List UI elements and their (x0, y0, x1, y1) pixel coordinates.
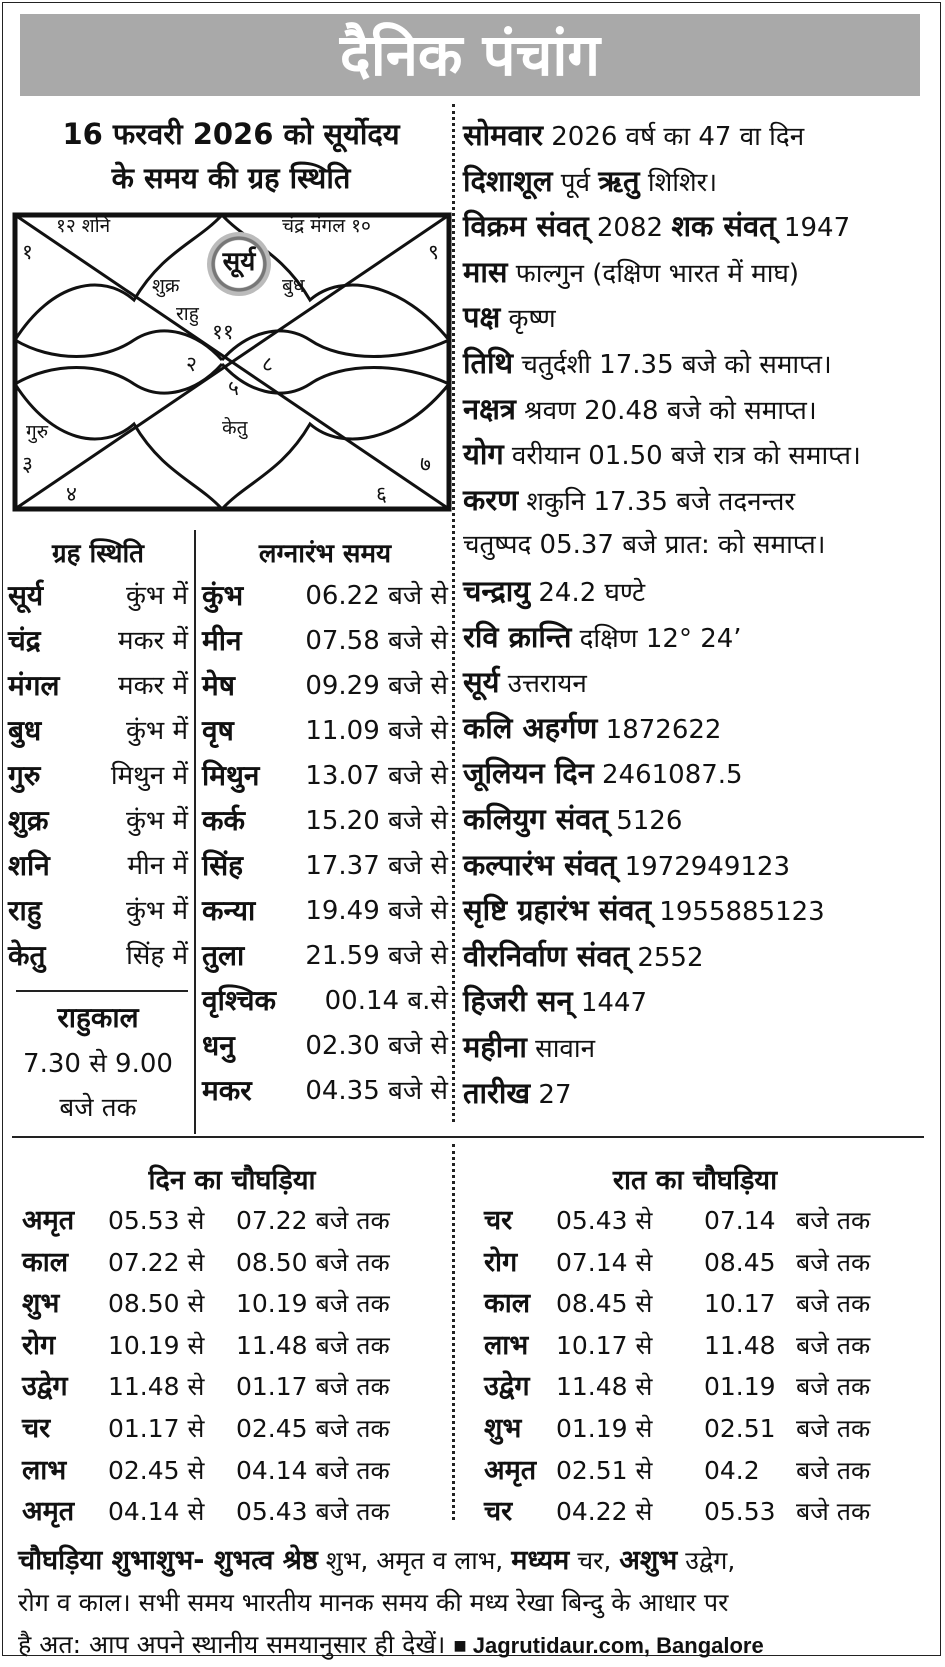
detail-t1: 27 (530, 1079, 572, 1110)
graha-sign: कुंभ में (125, 581, 188, 611)
kundli-label-h7: ७ (420, 452, 431, 476)
detail-b1: कलियुग संवत् (463, 802, 608, 836)
kundli-label-h2: २ (186, 352, 197, 376)
night-choghadiya-row (484, 1242, 924, 1283)
detail-t1: उत्तरायन (499, 669, 587, 700)
detail-b1: योग (463, 437, 504, 472)
graha-planet: केतु (8, 939, 46, 972)
detail-row (463, 568, 935, 616)
detail-t2: शिशिर। (639, 167, 718, 198)
graha-sign: कुंभ में (125, 716, 188, 746)
choghadiya-from: 04.14 से (108, 1497, 205, 1527)
choghadiya-tail: बजे तक (796, 1372, 871, 1402)
lagna-row (202, 1024, 448, 1068)
choghadiya-to: 10.19 बजे तक (236, 1289, 390, 1319)
detail-b1: कल्पारंभ संवत् (463, 847, 617, 882)
graha-row (8, 934, 188, 978)
lagna-sign: कुंभ (202, 579, 244, 612)
choghadiya-to: 07.14 (704, 1206, 776, 1235)
lagna-row (202, 574, 448, 618)
detail-b1: नक्षत्र (463, 391, 516, 426)
detail-b1: रवि क्रान्ति (463, 619, 572, 654)
choghadiya-from: 05.53 से (108, 1206, 205, 1235)
day-choghadiya-row (22, 1242, 442, 1283)
kundli-label-h8: ८ (262, 352, 273, 376)
night-choghadiya-row (484, 1200, 924, 1241)
day-choghadiya-row (22, 1408, 442, 1449)
graha-row (8, 574, 188, 618)
choghadiya-to: 08.50 बजे तक (236, 1247, 390, 1277)
detail-t1: 1955885123 (651, 897, 825, 928)
detail-t1: फाल्गुन (दक्षिण भारत में माघ) (507, 258, 799, 289)
lagna-sign: धनु (202, 1029, 235, 1062)
graha-row (8, 709, 188, 753)
choghadiya-from: 02.51 से (556, 1455, 653, 1485)
lagna-time: 13.07 बजे से (305, 761, 448, 791)
detail-b1: तिथि (463, 346, 514, 380)
chart-title-line1: 16 फरवरी 2026 को सूर्योदय (62, 117, 400, 151)
graha-row (8, 619, 188, 663)
lagna-time: 21.59 बजे से (305, 941, 448, 971)
detail-b1: सोमवार (463, 118, 543, 152)
choghadiya-name: उद्वेग (484, 1371, 530, 1403)
detail-b2: शक संवत् (671, 209, 776, 244)
detail-row (463, 1070, 935, 1118)
lagna-sign: मकर (202, 1074, 252, 1107)
graha-sign: मिथुन में (110, 761, 188, 791)
detail-row (463, 203, 935, 251)
detail-row (463, 842, 935, 890)
lagna-row (202, 844, 448, 888)
detail-row (463, 477, 935, 525)
night-choghadiya-row (484, 1325, 924, 1366)
detail-t1: चतुष्पद 05.37 बजे प्रात: को समाप्त। (463, 530, 826, 561)
day-choghadiya-row (22, 1283, 442, 1324)
detail-row (463, 978, 935, 1026)
detail-b1: पक्ष (463, 300, 501, 335)
detail-b1: सृष्टि ग्रहारंभ संवत् (463, 893, 652, 928)
lagna-time: 04.35 बजे से (305, 1076, 448, 1106)
choghadiya-name: उद्वेग (22, 1371, 68, 1403)
choghadiya-tail: बजे तक (796, 1414, 871, 1443)
choghadiya-name: अमृत (22, 1496, 75, 1528)
lagna-row (202, 889, 448, 933)
kundli-label-rahu: राहु (176, 303, 199, 325)
lagna-sign: कन्या (202, 894, 256, 927)
choghadiya-from: 01.19 से (556, 1414, 653, 1443)
graha-sign: मीन में (127, 851, 188, 881)
choghadiya-from: 10.19 से (108, 1330, 205, 1360)
detail-row (463, 386, 935, 434)
choghadiya-name: काल (22, 1246, 69, 1278)
night-choghadiya-row (484, 1408, 924, 1449)
detail-t2: 1947 (775, 213, 851, 244)
choghadiya-name: लाभ (22, 1454, 67, 1486)
graha-planet: राहु (8, 894, 42, 927)
divider-vertical-bottom (452, 1144, 455, 1520)
choghadiya-name: शुभ (484, 1413, 522, 1444)
graha-row (8, 754, 188, 798)
choghadiya-to: 07.22 बजे तक (236, 1206, 390, 1235)
detail-t1: सावान (526, 1034, 596, 1064)
detail-b1: चन्द्रायु (463, 574, 531, 608)
lagna-time: 19.49 बजे से (305, 896, 448, 926)
lagna-sign: मीन (202, 624, 242, 657)
lagna-row (202, 934, 448, 978)
choghadiya-to: 10.17 (704, 1289, 776, 1319)
graha-sign: कुंभ में (125, 896, 188, 926)
lagna-sign: मेष (202, 669, 235, 702)
divider-horizontal (12, 1136, 924, 1138)
night-choghadiya-row (484, 1283, 924, 1324)
graha-row (8, 844, 188, 888)
choghadiya-to: 08.45 (704, 1247, 776, 1277)
detail-t1: 1872622 (597, 714, 722, 745)
choghadiya-from: 08.50 से (108, 1289, 205, 1319)
detail-row (463, 796, 935, 844)
detail-row (463, 933, 935, 981)
detail-t1: 2461087.5 (593, 760, 743, 791)
choghadiya-name: चर (22, 1413, 51, 1444)
kundli-label-h6: ६ (376, 482, 387, 506)
choghadiya-tail: बजे तक (796, 1497, 871, 1527)
detail-b1: महीना (463, 1030, 527, 1064)
detail-b1: सूर्य (463, 665, 500, 700)
kundli-label-h1: १ (22, 240, 33, 264)
credit-text: ■ Jagrutidaur.com, Bangalore (453, 1633, 764, 1658)
lagna-row (202, 799, 448, 843)
rahukal-heading: राहुकाल (57, 1001, 139, 1034)
choghadiya-from: 07.14 से (556, 1247, 653, 1277)
lagna-row (202, 709, 448, 753)
lagna-time: 07.58 बजे से (305, 626, 448, 656)
detail-t1: चतुर्दशी 17.35 बजे को समाप्त। (513, 350, 832, 380)
detail-row (463, 887, 935, 935)
lagna-time: 02.30 बजे से (305, 1031, 448, 1061)
day-choghadiya-row (22, 1366, 442, 1407)
lagna-sign: सिंह (202, 849, 244, 882)
detail-t1: श्रवण 20.48 बजे को समाप्त। (515, 395, 817, 426)
graha-sign: मकर में (118, 626, 188, 656)
detail-t1: 2552 (629, 942, 704, 973)
detail-row (463, 1024, 935, 1072)
detail-b1: करण (463, 482, 519, 517)
choghadiya-to: 05.53 (704, 1497, 776, 1527)
choghadiya-name: लाभ (484, 1329, 529, 1361)
detail-t1: 1447 (572, 988, 648, 1019)
detail-row (463, 750, 935, 798)
lagna-row (202, 1069, 448, 1113)
rahukal-line2: बजे तक (59, 1093, 137, 1123)
detail-b1: हिजरी सन् (463, 984, 573, 1019)
kundli-label-h10: चंद्र मंगल १० (282, 215, 371, 237)
graha-planet: गुरु (8, 759, 41, 792)
detail-b1: दिशाशूल (463, 163, 553, 198)
lagna-time: 09.29 बजे से (305, 671, 448, 701)
lagna-time: 17.37 बजे से (305, 851, 448, 881)
lagna-heading: लग्नारंभ समय (258, 539, 392, 569)
choghadiya-from: 11.48 से (108, 1372, 205, 1402)
choghadiya-name: चर (484, 1205, 513, 1236)
graha-sign: सिंह में (126, 941, 188, 971)
kundli-label-h12: १२ शनि (56, 215, 111, 237)
graha-planet: चंद्र (8, 624, 41, 657)
lagna-time: 00.14 ब.से (324, 986, 448, 1016)
night-choghadiya-row (484, 1491, 924, 1532)
detail-b1: तारीख (463, 1075, 531, 1110)
choghadiya-to: 11.48 बजे तक (236, 1330, 390, 1360)
kundli-label-ketu: केतु (222, 417, 248, 439)
page-title: दैनिक पंचांग (20, 14, 920, 96)
detail-row (463, 249, 935, 297)
detail-row (463, 431, 935, 479)
choghadiya-tail: बजे तक (796, 1330, 871, 1360)
choghadiya-to: 04.14 बजे तक (236, 1455, 390, 1485)
lagna-sign: मिथुन (202, 759, 260, 792)
choghadiya-to: 01.17 बजे तक (236, 1372, 390, 1402)
detail-t1: कृष्ण (500, 304, 556, 335)
detail-b1: जूलियन दिन (463, 756, 594, 791)
detail-t1: 1972949123 (616, 851, 790, 882)
choghadiya-tail: बजे तक (796, 1247, 871, 1277)
kundli-label-h9: ९ (428, 240, 439, 264)
graha-planet: शनि (8, 849, 50, 882)
detail-b1: मास (463, 254, 508, 289)
kundli-label-shukra: शुक्र (152, 275, 180, 297)
detail-t1: 24.2 घण्टे (530, 578, 646, 608)
detail-b1: विक्रम संवत् (463, 209, 589, 244)
lagna-row (202, 619, 448, 663)
choghadiya-to: 11.48 (704, 1330, 776, 1360)
choghadiya-name: रोग (484, 1246, 518, 1278)
choghadiya-name: अमृत (22, 1205, 75, 1236)
choghadiya-from: 05.43 से (556, 1206, 653, 1235)
graha-sign: कुंभ में (125, 806, 188, 836)
lagna-row (202, 754, 448, 798)
lagna-time: 15.20 बजे से (305, 806, 448, 836)
day-choghadiya-row (22, 1491, 442, 1532)
choghadiya-name: अमृत (484, 1454, 537, 1486)
detail-row (463, 659, 935, 707)
choghadiya-to: 04.2 (704, 1455, 760, 1485)
divider-graha-lagna (194, 530, 196, 1134)
graha-planet: सूर्य (8, 579, 44, 612)
choghadiya-from: 08.45 से (556, 1289, 653, 1319)
choghadiya-tail: बजे तक (796, 1289, 871, 1319)
kundli-label-h3: ३ (22, 452, 33, 476)
detail-b1: कलि अहर्गण (463, 710, 598, 745)
kundli-label-budh: बुध (282, 275, 305, 297)
kundli-label-guru: गुरु (26, 421, 49, 443)
choghadiya-name: रोग (22, 1329, 56, 1361)
choghadiya-from: 04.22 से (556, 1497, 653, 1527)
choghadiya-to: 05.43 बजे तक (236, 1497, 390, 1527)
detail-t1: 2082 (588, 213, 672, 244)
detail-row (463, 340, 935, 388)
choghadiya-from: 01.17 से (108, 1414, 205, 1443)
detail-t1: पूर्व (552, 167, 599, 198)
lagna-time: 06.22 बजे से (305, 581, 448, 611)
lagna-sign: वृष (202, 714, 234, 747)
choghadiya-tail: बजे तक (796, 1455, 871, 1485)
day-choghadiya-row (22, 1200, 442, 1241)
divider-vertical-top (452, 104, 455, 1122)
detail-row (463, 705, 935, 753)
choghadiya-to: 02.45 बजे तक (236, 1414, 390, 1443)
graha-planet: शुक्र (8, 804, 49, 837)
day-choghadiya-heading: दिन का चौघड़िया (148, 1165, 316, 1196)
detail-t1: वरीयान 01.50 बजे रात्र को समाप्त। (503, 441, 861, 472)
detail-b1: वीरनिर्वाण संवत् (463, 938, 630, 973)
choghadiya-from: 02.45 से (108, 1455, 205, 1485)
graha-row (8, 799, 188, 843)
graha-row (8, 664, 188, 708)
detail-row (463, 294, 935, 342)
graha-sign: मकर में (118, 671, 188, 701)
detail-t1: शकुनि 17.35 बजे तदनन्तर (518, 486, 796, 517)
choghadiya-to: 02.51 (704, 1414, 776, 1443)
day-choghadiya-row (22, 1325, 442, 1366)
choghadiya-tail: बजे तक (796, 1206, 871, 1235)
lagna-sign: कर्क (202, 804, 246, 837)
lagna-row (202, 979, 448, 1023)
detail-row (463, 158, 935, 206)
graha-planet: मंगल (8, 669, 60, 702)
choghadiya-name: शुभ (22, 1288, 60, 1320)
graha-heading: ग्रह स्थिति (51, 539, 145, 569)
sun-icon: सूर्य (207, 232, 271, 296)
lagna-time: 11.09 बजे से (305, 716, 448, 746)
detail-t1: 2026 वर्ष का 47 वा दिन (542, 122, 805, 152)
lagna-row (202, 664, 448, 708)
graha-row (8, 889, 188, 933)
choghadiya-from: 10.17 से (556, 1330, 653, 1360)
divider-rahukal (16, 990, 188, 992)
rahukal-line1: 7.30 से 9.00 (23, 1049, 173, 1079)
lagna-sign: तुला (202, 939, 245, 972)
kundli-label-h4: ४ (66, 482, 77, 506)
choghadiya-name: काल (484, 1288, 531, 1320)
detail-t1: 5126 (607, 806, 683, 836)
footer-note: चौघड़िया शुभाशुभ- शुभत्व श्रेष्ठ शुभ, अमृत व लाभ, मध्यम चर, अशुभ उद्वेग, रोग व काल। सभी समय भारतीय मानक समय की मध्य रेखा बिन्दु के आधार पर है अत: आप अपने स्थानीय समयानुसार ही देखें। ■ Jagrutidaur.com, Bangalore (18, 1545, 764, 1659)
night-choghadiya-row (484, 1450, 924, 1491)
detail-t1: दक्षिण 12° 24’ (571, 623, 742, 654)
detail-row (463, 522, 935, 568)
night-choghadiya-heading: रात का चौघड़िया (612, 1165, 778, 1196)
choghadiya-from: 11.48 से (556, 1372, 653, 1402)
choghadiya-from: 07.22 से (108, 1247, 205, 1277)
kundli-label-h5: ५ (228, 376, 239, 400)
graha-planet: बुध (8, 714, 42, 747)
detail-b2: ऋतु (598, 163, 640, 198)
choghadiya-name: चर (484, 1496, 513, 1528)
kundli-label-h11: ११ (212, 320, 234, 344)
chart-title-line2: के समय की ग्रह स्थिति (111, 161, 351, 195)
night-choghadiya-row (484, 1366, 924, 1407)
lagna-sign: वृश्चिक (202, 984, 277, 1017)
choghadiya-to: 01.19 (704, 1372, 776, 1402)
detail-row (463, 112, 935, 160)
detail-row (463, 614, 935, 662)
day-choghadiya-row (22, 1450, 442, 1491)
